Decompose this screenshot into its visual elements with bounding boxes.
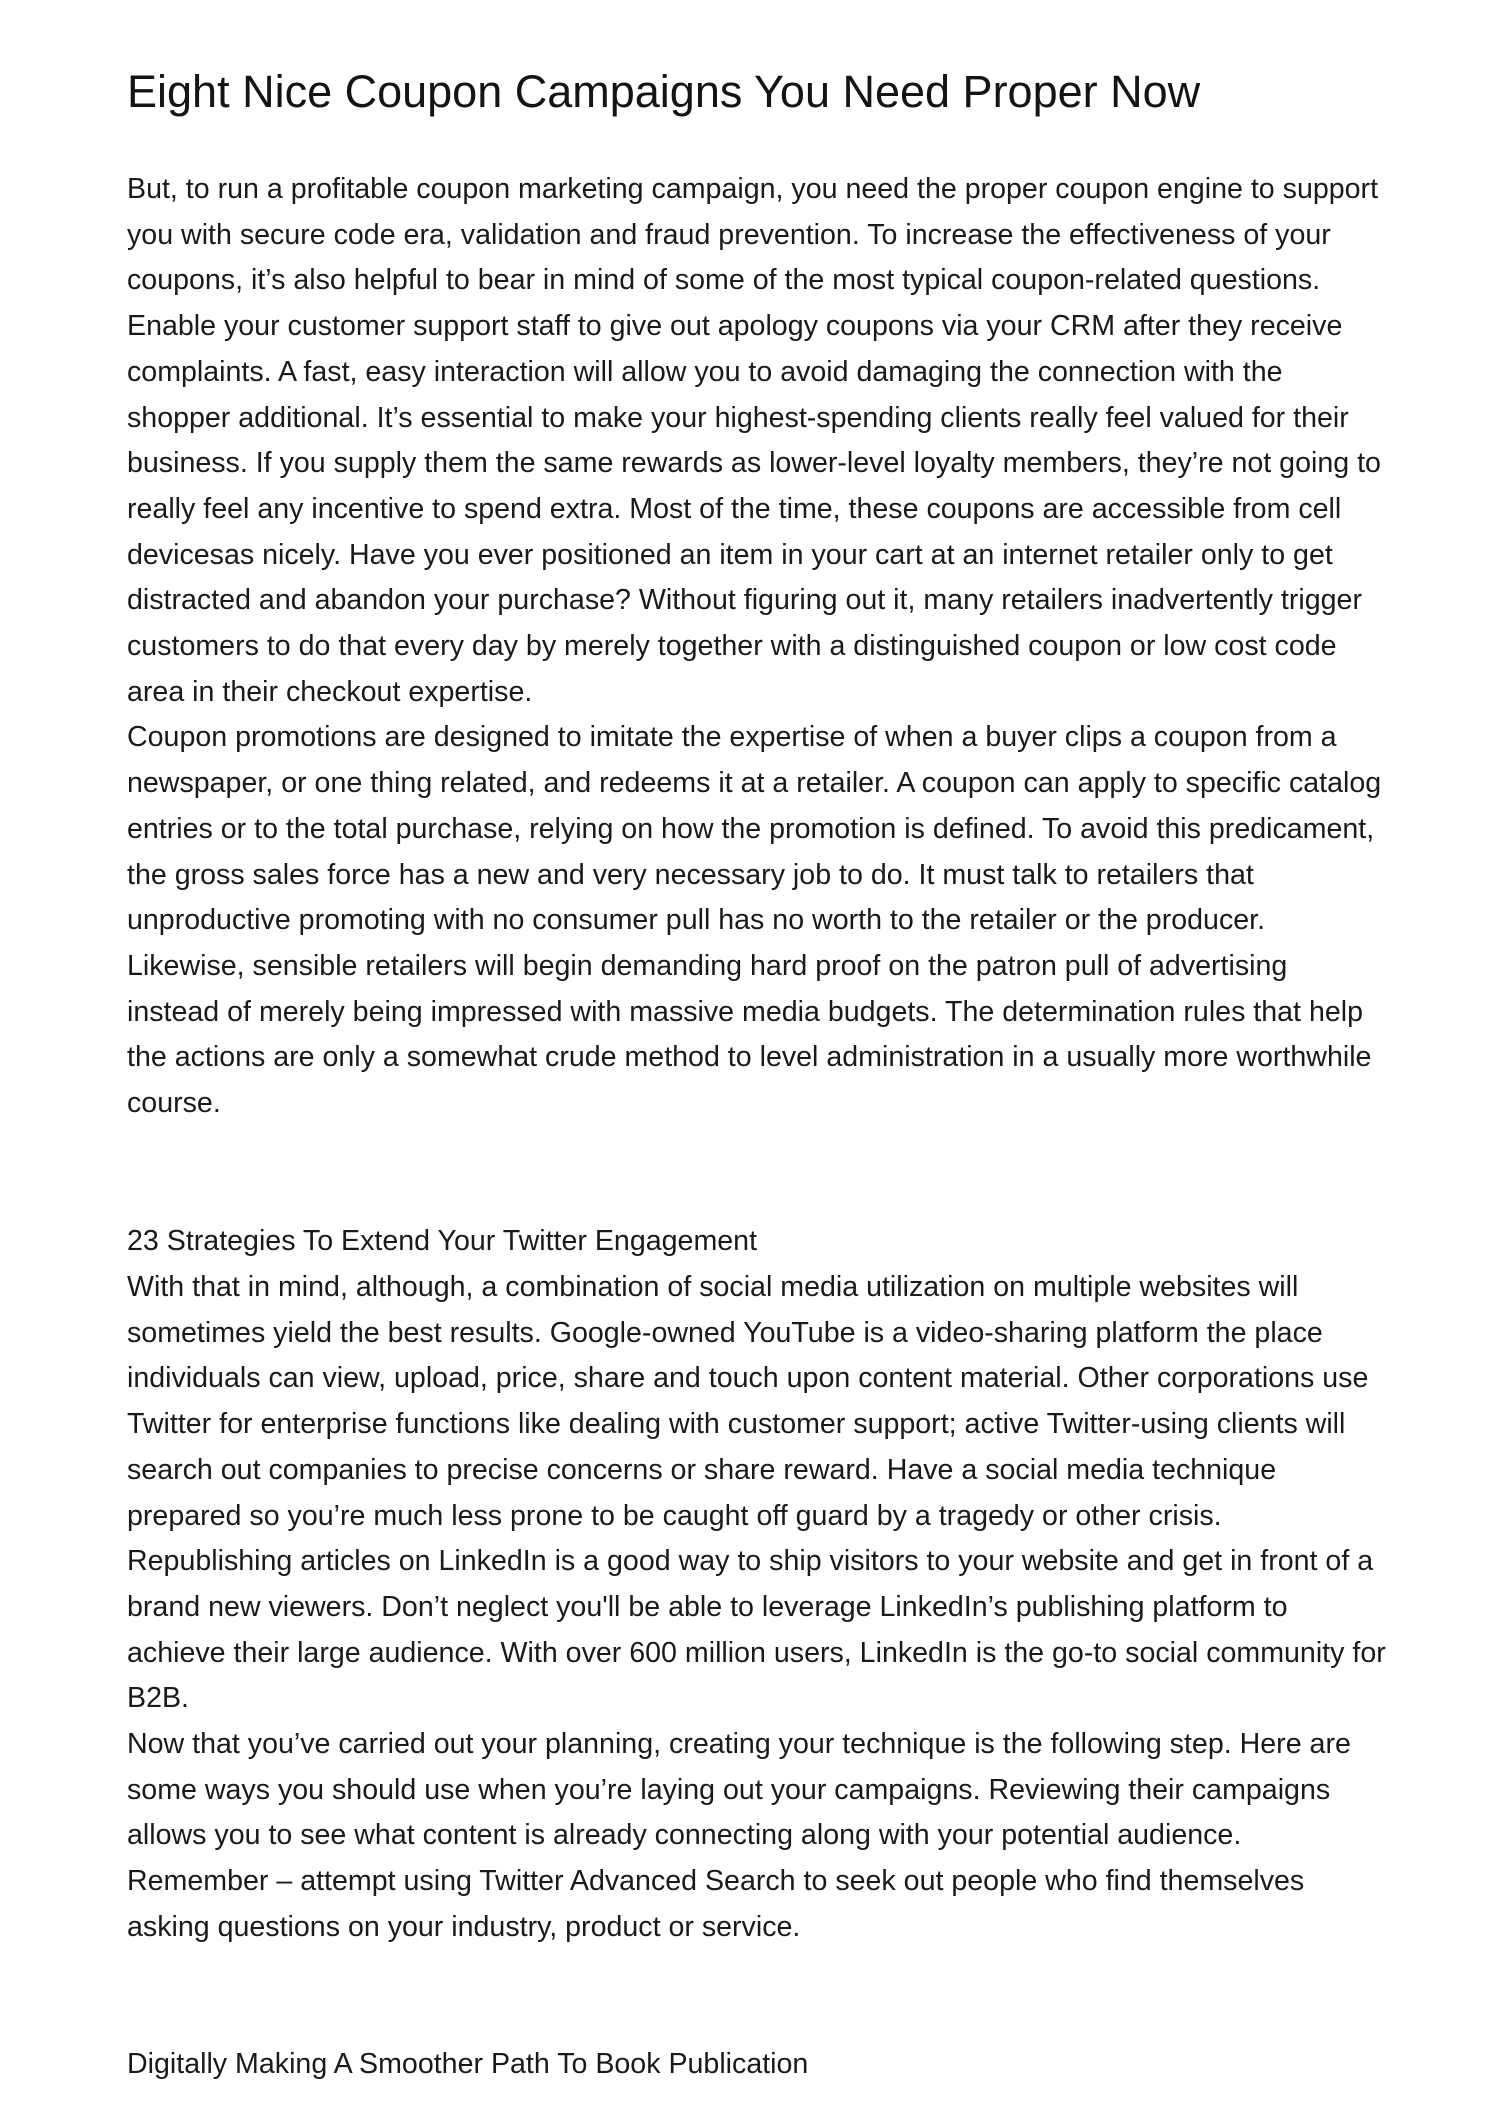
paragraph: Republishing articles on LinkedIn is a good way to ship visitors to your website and get in front of a brand new viewers. Don’t neglect you'll be able to leverage LinkedIn’s publishing platform to achieve their large audience. With over 600 million users, LinkedIn is the go-to social community for B2B. [127,1545,1386,1715]
page-title: Eight Nice Coupon Campaigns You Need Proper Now [127,66,1201,117]
paragraph: Now that you’ve carried out your planning, creating your technique is the following step. Here are some ways you should use when you’re laying out your campaigns. Reviewing their campaigns allows you to see what content is already connecting along with your potential audience. Remember – attempt using Twitter Advanced Search to seek out people who find themselves asking questions on your industry, product or service. [127,1728,1351,1943]
section-heading: 23 Strategies To Extend Your Twitter Engagement [127,1225,758,1257]
paragraph: Coupon promotions are designed to imitate the expertise of when a buyer clips a coupon from a newspaper, or one thing related, and redeems it at a retailer. A coupon can apply to specific catalog entries or to the total purchase, relying on how the promotion is defined. To avoid this predicament, the gross sales force has a new and very necessary job to do. It must talk to retailers that unproductive promoting with no consumer pull has no worth to the retailer or the producer. Likewise, sensible retailers will begin demanding hard proof on the patron pull of advertising instead of merely being impressed with massive media budgets. The determination rules that help the actions are only a somewhat crude method to level administration in a usually more worthwhile course. [127,721,1382,1120]
section-heading: Digitally Making A Smoother Path To Book Publication [127,2048,809,2080]
paragraph: But, to run a profitable coupon marketing campaign, you need the proper coupon engine to support you with secure code era, validation and fraud prevention. To increase the effectiveness of your coupons, it’s also helpful to bear in mind of some of the most typical coupon-related questions. Enable your customer support staff to give out apology coupons via your CRM after they receive complaints. A fast, easy interaction will allow you to avoid damaging the connection with the shopper additional. It’s essential to make your highest-spending clients really feel valued for their business. If you supply them the same rewards as lower-level loyalty members, they’re not going to really feel any incentive to spend extra. Most of the time, these coupons are accessible from cell devicesas nicely. Have you ever positioned an item in your cart at an internet retailer only to get distracted and abandon your purchase? Without figuring out it, many retailers inadvertently trigger customers to do that every day by merely together with a distinguished coupon or low cost code area in their checkout expertise. [127,173,1381,708]
section-1-body [127,167,1387,1127]
section-2-body [127,1265,1387,1951]
paragraph: With that in mind, although, a combination of social media utilization on multiple websites will sometimes yield the best results. Google-owned YouTube is a video-sharing platform the place individuals can view, upload, price, share and touch upon content material. Other corporations use Twitter for enterprise functions like dealing with customer support; active Twitter-using clients will search out companies to precise concerns or share reward. Have a social media technique prepared so you’re much less prone to be caught off guard by a tragedy or other crisis. [127,1271,1369,1532]
